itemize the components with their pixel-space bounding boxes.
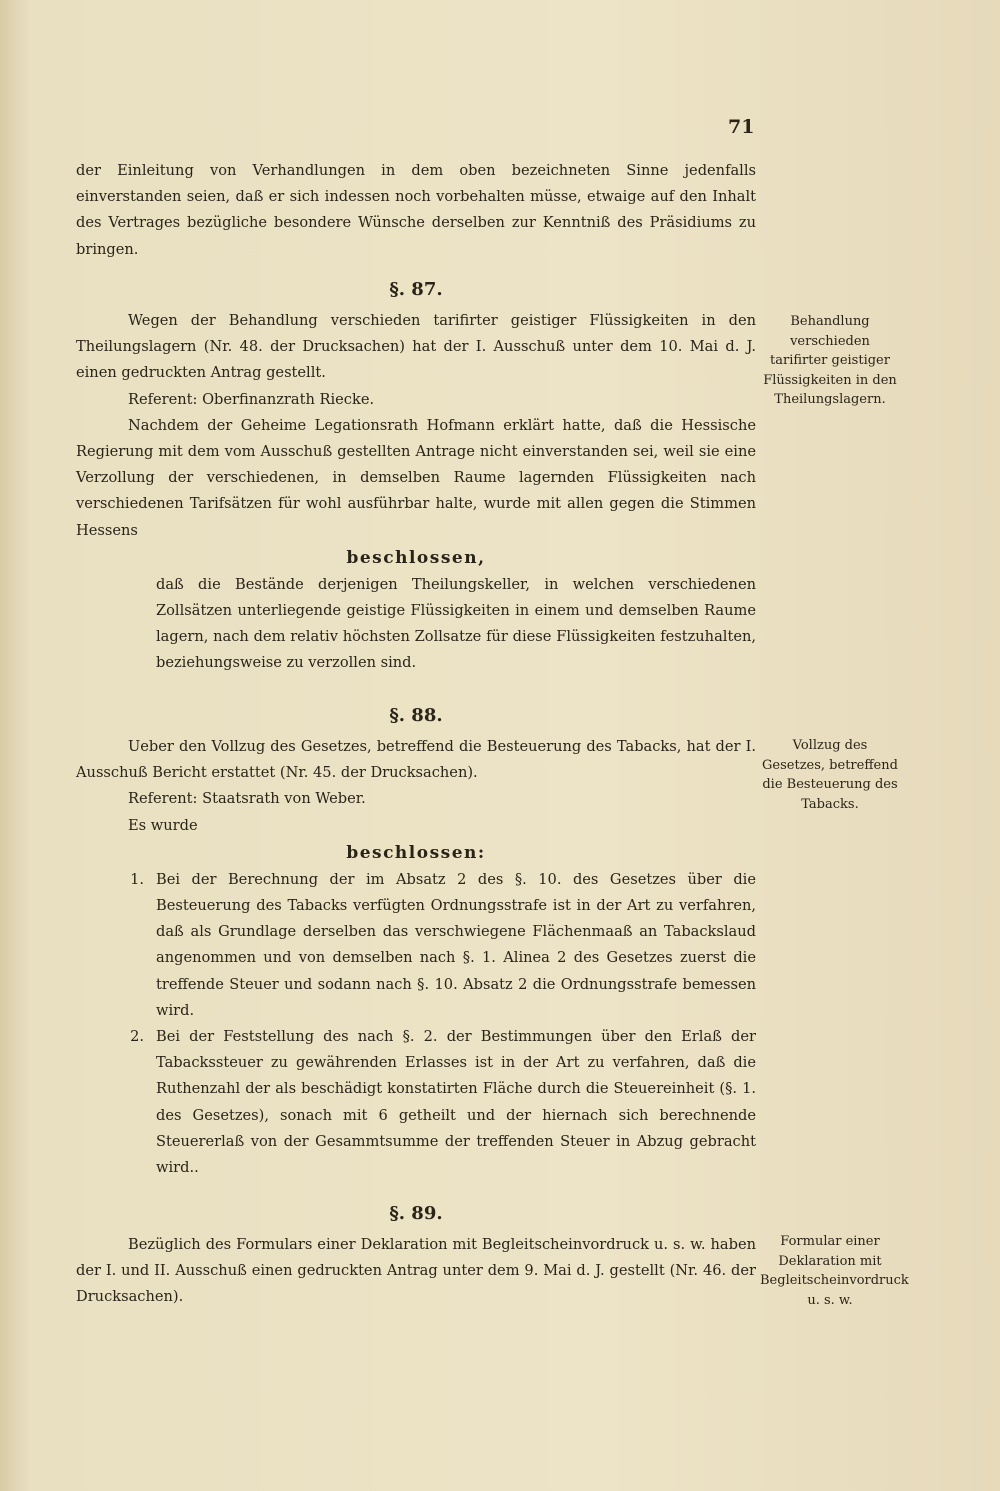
- section-87-paragraph-1: Wegen der Behandlung verschieden tarifirter geistiger Flüssigkeiten in den Theilungslagern (Nr. 48. der Drucksachen) hat der I. Ausschuß unter dem 10. Mai d. J. einen gedruckten Antrag gestellt.: [76, 312, 756, 382]
- section-88-referent: Referent: Staatsrath von Weber.: [128, 790, 366, 808]
- section-88-resolution-list: [76, 867, 756, 1181]
- section-87-margin-note: Behandlung verschieden tarifirter geistiger Flüssigkeiten in den Theilungslagern.: [763, 314, 897, 407]
- list-item-number: 2.: [130, 1028, 144, 1046]
- section-87-resolved: beschlossen,: [346, 547, 486, 568]
- section-88-heading: §. 88.: [389, 705, 443, 726]
- section-87: [76, 276, 756, 677]
- section-88-paragraph-1: Ueber den Vollzug des Gesetzes, betreffend die Besteuerung des Tabacks, hat der I. Ausschuß Bericht erstattet (Nr. 45. der Drucksachen).: [76, 738, 756, 782]
- list-item-number: 1.: [130, 870, 144, 888]
- section-89-paragraph-1: Bezüglich des Formulars einer Deklaration mit Begleitscheinvordruck u. s. w. haben der I. und II. Ausschuß einen gedruckten Antrag unter dem 9. Mai d. J. gestellt (Nr. 46. der Drucksachen).: [76, 1236, 756, 1306]
- section-88: [76, 702, 756, 1181]
- list-item: [76, 867, 756, 1024]
- section-87-resolution-text: daß die Bestände derjenigen Theilungskeller, in welchen verschiedenen Zollsätzen unterliegende geistige Flüssigkeiten in einem und demselben Raume lagern, nach dem relativ höchsten Zollsatze für diese Flüssigkeiten festzuhalten, beziehungsweise zu verzollen sind.: [156, 575, 756, 672]
- section-89-heading: §. 89.: [389, 1203, 443, 1224]
- list-item: [76, 1024, 756, 1181]
- intro-block: [76, 158, 756, 263]
- list-item-text: Bei der Feststellung des nach §. 2. der Bestimmungen über den Erlaß der Tabackssteuer zu gewährenden Erlasses ist in der Art zu verfahren, daß die Ruthenzahl der als beschädigt konstatirten Fläche durch die Steuereinheit (§. 1. des Gesetzes), sonach mit 6 getheilt und der hiernach sich berechnende Steuererlaß von der Gesammtsumme der treffenden Steuer in Abzug gebracht wird..: [156, 1028, 756, 1177]
- section-89: [76, 1200, 756, 1311]
- section-88-es-wurde: Es wurde: [128, 816, 198, 834]
- section-87-heading: §. 87.: [389, 279, 443, 300]
- section-87-referent: Referent: Oberfinanzrath Riecke.: [128, 390, 375, 408]
- page-number: 71: [728, 116, 755, 138]
- section-88-resolved: beschlossen:: [346, 842, 486, 863]
- list-item-text: Bei der Berechnung der im Absatz 2 des §. 10. des Gesetzes über die Besteuerung des Tabacks verfügten Ordnungsstrafe ist in der Art zu verfahren, daß als Grundlage derselben das verschwiegene Flächenmaaß an Tabackslaud angenommen und von demselben nach §. 1. Alinea 2 des Gesetzes zuerst die treffende Steuer und sodann nach §. 10. Absatz 2 die Ordnungsstrafe bemessen wird.: [156, 870, 756, 1019]
- section-88-margin-note: Vollzug des Gesetzes, betreffend die Besteuerung des Tabacks.: [762, 738, 898, 812]
- section-87-paragraph-2: Nachdem der Geheime Legationsrath Hofmann erklärt hatte, daß die Hessische Regierung mit dem vom Ausschuß gestellten Antrage nicht einverstanden sei, weil sie eine Verzollung der verschiedenen, in demselben Raume lagernden Flüssigkeiten nach verschiedenen Tarifsätzen für wohl ausführbar halte, wurde mit allen gegen die Stimmen Hessens: [76, 416, 756, 539]
- intro-paragraph: der Einleitung von Verhandlungen in dem oben bezeichneten Sinne jedenfalls einverstanden seien, daß er sich indessen noch vorbehalten müsse, etwaige auf den Inhalt des Vertrages bezügliche besondere Wünsche derselben zur Kenntniß des Präsidiums zu bringen.: [76, 162, 756, 258]
- section-89-margin-note: Formular einer Deklaration mit Begleitscheinvordruck u. s. w.: [760, 1234, 909, 1308]
